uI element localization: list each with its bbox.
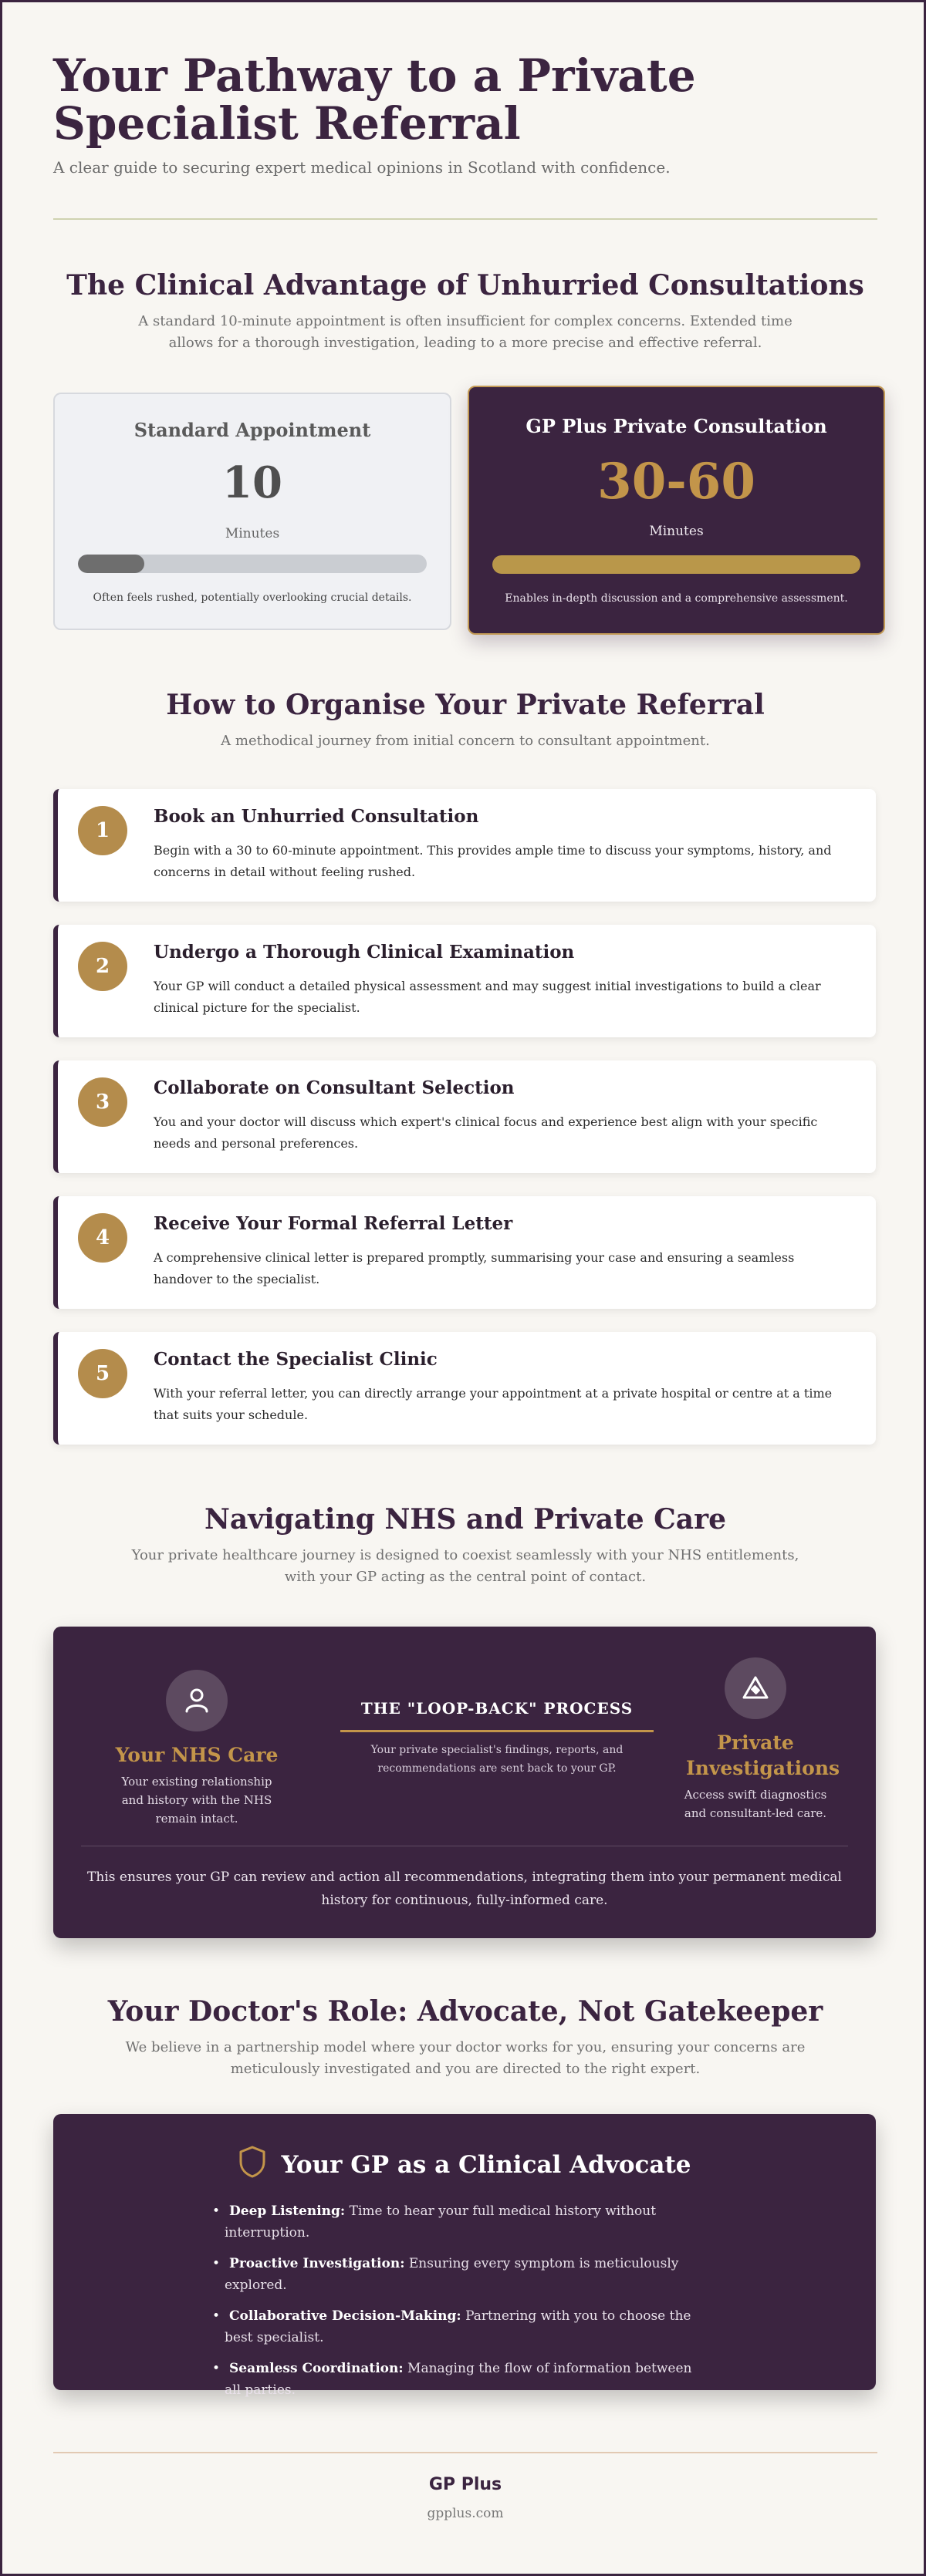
list-item-text: Ensuring every symptom is meticulously explored. — [225, 2256, 679, 2293]
nhs-care-description: Your existing relationship and history with the NHS remain intact. — [121, 1775, 272, 1826]
advocate-panel — [53, 2114, 876, 2398]
standard-appointment-card — [53, 393, 451, 630]
nhs-subtitle: Your private healthcare journey is designed to coexist seamlessly with your NHS entitlements, with your GP acting as the central point of contact. — [131, 1547, 799, 1585]
private-investigations-title: Private Investigations — [686, 1731, 840, 1779]
standard-time-bar-fill — [78, 555, 144, 573]
nhs-private-panel — [53, 1627, 876, 1938]
list-item — [201, 2358, 695, 2401]
organise-subtitle: A methodical journey from initial concern to consultant appointment. — [221, 733, 710, 749]
gp-plus-minutes-unit: Minutes — [649, 524, 704, 539]
shield-icon — [238, 2145, 267, 2185]
standard-minutes-unit: Minutes — [225, 526, 280, 541]
gp-plus-note: Enables in-depth discussion and a comprehensive assessment. — [505, 592, 848, 605]
step-number-badge: 5 — [78, 1349, 127, 1398]
step-number-badge: 1 — [78, 806, 127, 855]
list-item-text: Time to hear your full medical history without interruption. — [225, 2203, 657, 2241]
list-item — [201, 2253, 695, 2296]
step-description: A comprehensive clinical letter is prepared promptly, summarising your case and ensuring a seamless handover to the specialist. — [154, 1250, 795, 1286]
gp-plus-label: GP Plus Private Consultation — [526, 415, 827, 437]
list-item-label: Deep Listening: — [229, 2203, 346, 2219]
advocate-panel-header — [53, 2145, 876, 2185]
step-card — [53, 1332, 876, 1445]
gp-plus-time-bar-fill — [492, 555, 860, 574]
loop-back-description: Your private specialist's findings, reports, and recommendations are sent back to your GP. — [370, 1744, 624, 1775]
step-description: Your GP will conduct a detailed physical assessment and may suggest initial investigations to build a clear clinical picture for the specialist. — [154, 979, 821, 1015]
standard-time-bar — [78, 555, 427, 573]
gp-plus-time-bar — [492, 555, 860, 574]
loop-back-title: THE "LOOP-BACK" PROCESS — [360, 1699, 634, 1718]
step-description: Begin with a 30 to 60-minute appointment. This provides ample time to discuss your symptoms, history, and concerns in detail without feeling rushed. — [154, 843, 832, 879]
step-title: Undergo a Thorough Clinical Examination — [154, 942, 575, 963]
advocate-list — [201, 2200, 695, 2410]
step-title: Receive Your Formal Referral Letter — [154, 1213, 513, 1234]
list-item-label: Seamless Coordination: — [229, 2361, 404, 2376]
step-title: Book an Unhurried Consultation — [154, 806, 479, 827]
diagnostics-icon — [725, 1657, 786, 1719]
list-item-text: Partnering with you to choose the best specialist. — [225, 2308, 691, 2345]
advocate-panel-title: Your GP as a Clinical Advocate — [281, 2151, 691, 2179]
gp-plus-consultation-card — [468, 386, 885, 635]
step-title: Contact the Specialist Clinic — [154, 1349, 438, 1370]
role-title: Your Doctor's Role: Advocate, Not Gatekeeper — [107, 1995, 823, 2028]
advantage-title: The Clinical Advantage of Unhurried Consultations — [66, 269, 864, 302]
list-item — [201, 2305, 695, 2348]
standard-label: Standard Appointment — [133, 419, 371, 441]
list-item — [201, 2200, 695, 2244]
step-card — [53, 1060, 876, 1173]
loop-back-divider — [340, 1730, 654, 1732]
step-card — [53, 789, 876, 902]
footer-brand: GP Plus — [428, 2475, 502, 2494]
nhs-title: Navigating NHS and Private Care — [204, 1503, 727, 1536]
page — [2, 2, 926, 2576]
step-description: With your referral letter, you can directly arrange your appointment at a private hospital or centre at a time that suits your schedule. — [154, 1386, 833, 1422]
step-card — [53, 925, 876, 1037]
header-divider — [53, 218, 877, 220]
list-item-label: Proactive Investigation: — [229, 2256, 405, 2271]
step-description: You and your doctor will discuss which expert's clinical focus and experience best align with your specific needs and personal preferences. — [154, 1114, 818, 1151]
footer-divider — [53, 2452, 877, 2453]
step-number-badge: 4 — [78, 1213, 127, 1263]
page-title: Your Pathway to a Private Specialist Referral — [53, 49, 696, 150]
step-number-badge: 3 — [78, 1077, 127, 1127]
organise-title: How to Organise Your Private Referral — [166, 689, 765, 721]
standard-minutes-value: 10 — [222, 457, 282, 508]
step-number-badge: 2 — [78, 942, 127, 991]
private-investigations-column — [640, 1657, 871, 1822]
advantage-subtitle: A standard 10-minute appointment is often insufficient for complex concerns. Extended time allows for a thorough investigation, leading to a more precise and effective referral. — [138, 313, 793, 351]
nhs-care-column — [81, 1670, 313, 1828]
role-subtitle: We believe in a partnership model where your doctor works for you, ensuring your concerns are meticulously investigated and you are directed to the right expert. — [125, 2039, 806, 2077]
gp-plus-minutes-value: 30-60 — [597, 453, 755, 511]
step-title: Collaborate on Consultant Selection — [154, 1077, 515, 1098]
list-item-text: Managing the flow of information between all parties. — [225, 2361, 692, 2398]
page-subtitle: A clear guide to securing expert medical opinions in Scotland with confidence. — [53, 158, 671, 177]
footer-website-link[interactable]: gpplus.com — [427, 2506, 504, 2521]
user-icon — [166, 1670, 228, 1731]
nhs-care-title: Your NHS Care — [115, 1744, 279, 1766]
private-investigations-description: Access swift diagnostics and consultant-led care. — [684, 1788, 827, 1820]
step-card — [53, 1196, 876, 1309]
nhs-panel-footer: This ensures your GP can review and action all recommendations, integrating them into your permanent medical history for continuous, fully-informed care. — [87, 1870, 842, 1908]
standard-note: Often feels rushed, potentially overlooking crucial details. — [93, 592, 412, 604]
list-item-label: Collaborative Decision-Making: — [229, 2308, 461, 2324]
